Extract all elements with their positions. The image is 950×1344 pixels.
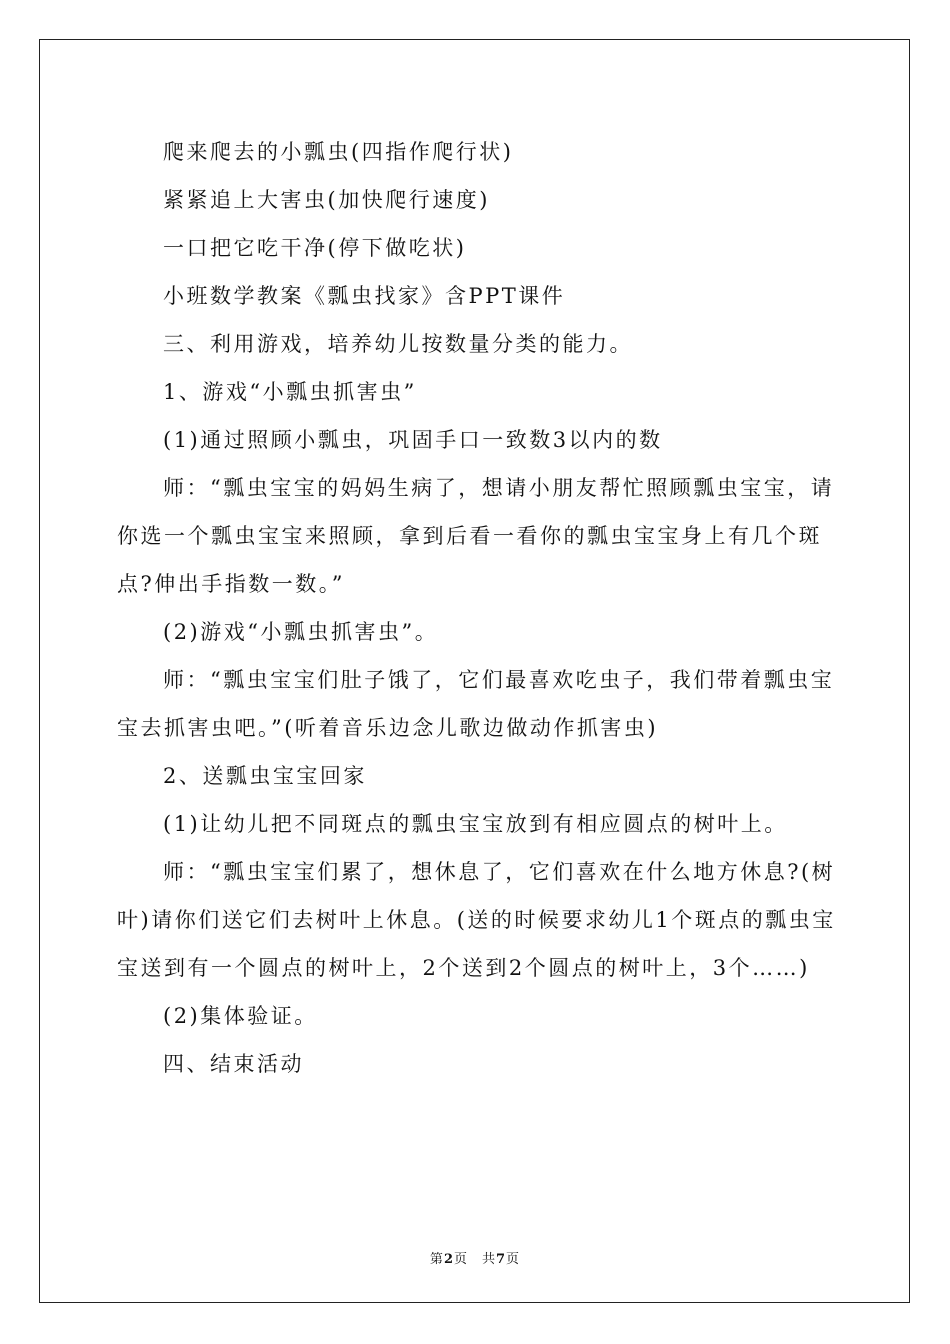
section-heading: 三、利用游戏，培养幼儿按数量分类的能力。 bbox=[163, 332, 633, 356]
paragraph: 爬来爬去的小瓢虫(四指作爬行状) bbox=[163, 140, 514, 164]
subsection-heading: 2、送瓢虫宝宝回家 bbox=[163, 764, 367, 788]
subsection-heading: 1、游戏“小瓢虫抓害虫” bbox=[163, 380, 417, 404]
paragraph: 一口把它吃干净(停下做吃状) bbox=[163, 236, 467, 260]
paragraph: 师：“瓢虫宝宝们累了，想休息了，它们喜欢在什么地方休息?(树叶)请你们送它们去树叶上休息。(送的时候要求幼儿1个斑点的瓢虫宝宝送到有一个圆点的树叶上，2个送到2个圆点的树叶上，3个……) bbox=[117, 860, 836, 980]
page-footer bbox=[0, 1248, 950, 1267]
current-page-number: 2 bbox=[443, 1252, 454, 1267]
paragraph: 师：“瓢虫宝宝们肚子饿了，它们最喜欢吃虫子，我们带着瓢虫宝宝去抓害虫吧。”(听着音乐边念儿歌边做动作抓害虫) bbox=[117, 668, 835, 740]
paragraph: (2)集体验证。 bbox=[163, 1004, 318, 1028]
total-page-number: 7 bbox=[496, 1252, 507, 1267]
section-heading: 四、结束活动 bbox=[163, 1052, 304, 1076]
paragraph: 紧紧追上大害虫(加快爬行速度) bbox=[163, 188, 490, 212]
footer-suffix: 页 bbox=[506, 1252, 521, 1267]
document-body bbox=[117, 128, 837, 1088]
paragraph: (2)游戏“小瓢虫抓害虫”。 bbox=[163, 620, 439, 644]
paragraph: (1)让幼儿把不同斑点的瓢虫宝宝放到有相应圆点的树叶上。 bbox=[163, 812, 788, 836]
paragraph: 小班数学教案《瓢虫找家》含PPT课件 bbox=[163, 284, 566, 308]
paragraph: (1)通过照顾小瓢虫，巩固手口一致数3以内的数 bbox=[163, 428, 663, 452]
footer-mid: 页 共 bbox=[453, 1252, 496, 1267]
footer-prefix: 第 bbox=[429, 1252, 444, 1267]
paragraph: 师：“瓢虫宝宝的妈妈生病了，想请小朋友帮忙照顾瓢虫宝宝，请你选一个瓢虫宝宝来照顾，拿到后看一看你的瓢虫宝宝身上有几个斑点?伸出手指数一数。” bbox=[117, 476, 835, 596]
